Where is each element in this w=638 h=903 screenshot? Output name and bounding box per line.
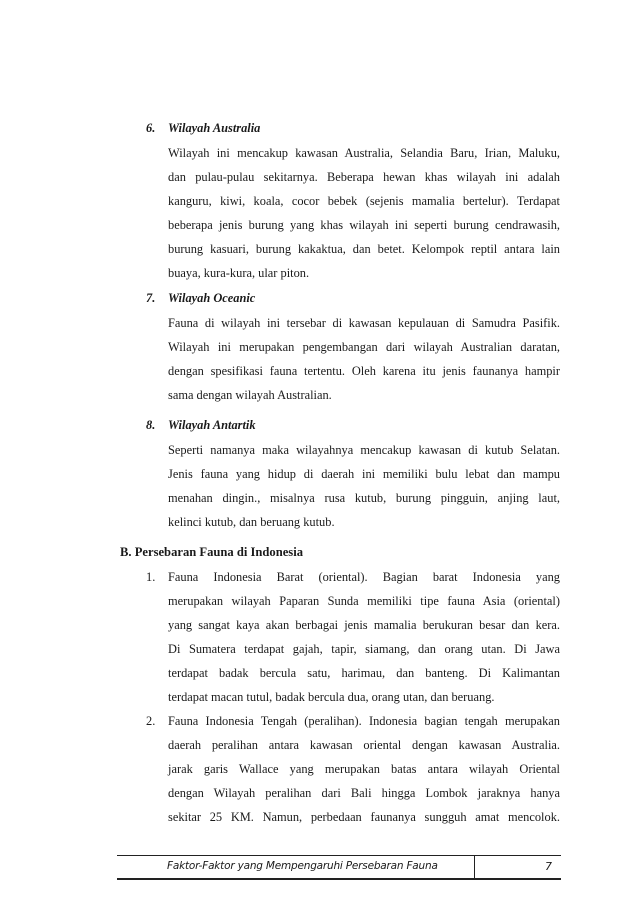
paragraph-line: kanguru, kiwi, koala, cocor bebek (sejenis mamalia bertelur). Terdapat xyxy=(168,194,560,208)
paragraph-line: Seperti namanya maka wilayahnya mencakup kawasan di kutub Selatan. xyxy=(168,443,560,457)
paragraph-line: beberapa jenis burung yang khas wilayah ini seperti burung cendrawasih, xyxy=(168,218,560,232)
paragraph-line: buaya, kura-kura, ular piton. xyxy=(168,266,310,280)
paragraph-line: burung kasuari, burung kakaktua, dan betet. Kelompok reptil antara lain xyxy=(168,242,560,256)
list-item-number: 2. xyxy=(146,714,156,728)
subsection-number: 7. xyxy=(146,291,156,305)
paragraph-line: Wilayah ini merupakan pengembangan dari wilayah Australian daratan, xyxy=(168,340,560,354)
paragraph-line: dengan Wilayah peralihan dari Bali hingga Lombok jaraknya hanya xyxy=(168,786,560,800)
paragraph-line: Jenis fauna yang hidup di daerah ini memiliki bulu lebat dan mampu xyxy=(168,467,560,481)
paragraph-line: Fauna Indonesia Tengah (peralihan). Indonesia bagian tengah merupakan xyxy=(168,714,560,728)
paragraph-line: Fauna di wilayah ini tersebar di kawasan kepulauan di Samudra Pasifik. xyxy=(168,316,560,330)
paragraph-line: daerah peralihan antara kawasan oriental dengan kawasan Australia. xyxy=(168,738,560,752)
subsection-title: Wilayah Oceanic xyxy=(168,291,256,305)
paragraph-line: Fauna Indonesia Barat (oriental). Bagian barat Indonesia yang xyxy=(168,570,560,584)
paragraph-line: dan pulau-pulau sekitarnya. Beberapa hewan khas wilayah ini adalah xyxy=(168,170,560,184)
page-number: 7 xyxy=(545,860,552,873)
paragraph-line: jarak garis Wallace yang merupakan batas antara wilayah Oriental xyxy=(168,762,560,776)
subsection-title: Wilayah Antartik xyxy=(168,418,256,432)
paragraph-line: Di Sumatera terdapat gajah, tapir, siamang, dan orang utan. Di Jawa xyxy=(168,642,560,656)
paragraph-line: dengan spesifikasi fauna tertentu. Oleh karena itu jenis faunanya hampir xyxy=(168,364,560,378)
list-item-number: 1. xyxy=(146,570,156,584)
footer-title: Faktor-Faktor yang Mempengaruhi Persebaran Fauna xyxy=(167,860,438,872)
paragraph-line: yang sangat kaya akan berbagai jenis mamalia berukuran besar dan kera. xyxy=(168,618,560,632)
paragraph-line: sekitar 25 KM. Namun, perbedaan faunanya sungguh amat mencolok. xyxy=(168,810,560,824)
section-b-heading: B. Persebaran Fauna di Indonesia xyxy=(120,545,303,559)
paragraph-line: menahan dingin., misalnya rusa kutub, burung pingguin, anjing laut, xyxy=(168,491,560,505)
paragraph-line: Wilayah ini mencakup kawasan Australia, Selandia Baru, Irian, Maluku, xyxy=(168,146,560,160)
paragraph-line: terdapat badak bercula satu, harimau, dan banteng. Di Kalimantan xyxy=(168,666,560,680)
subsection-number: 8. xyxy=(146,418,156,432)
paragraph-line: sama dengan wilayah Australian. xyxy=(168,388,332,402)
subsection-number: 6. xyxy=(146,121,156,135)
page-footer xyxy=(117,855,561,880)
footer-divider xyxy=(474,856,475,878)
paragraph-line: kelinci kutub, dan beruang kutub. xyxy=(168,515,335,529)
paragraph-line: terdapat macan tutul, badak bercula dua, orang utan, dan beruang. xyxy=(168,690,495,704)
paragraph-line: merupakan wilayah Paparan Sunda memiliki tipe fauna Asia (oriental) xyxy=(168,594,560,608)
subsection-title: Wilayah Australia xyxy=(168,121,261,135)
